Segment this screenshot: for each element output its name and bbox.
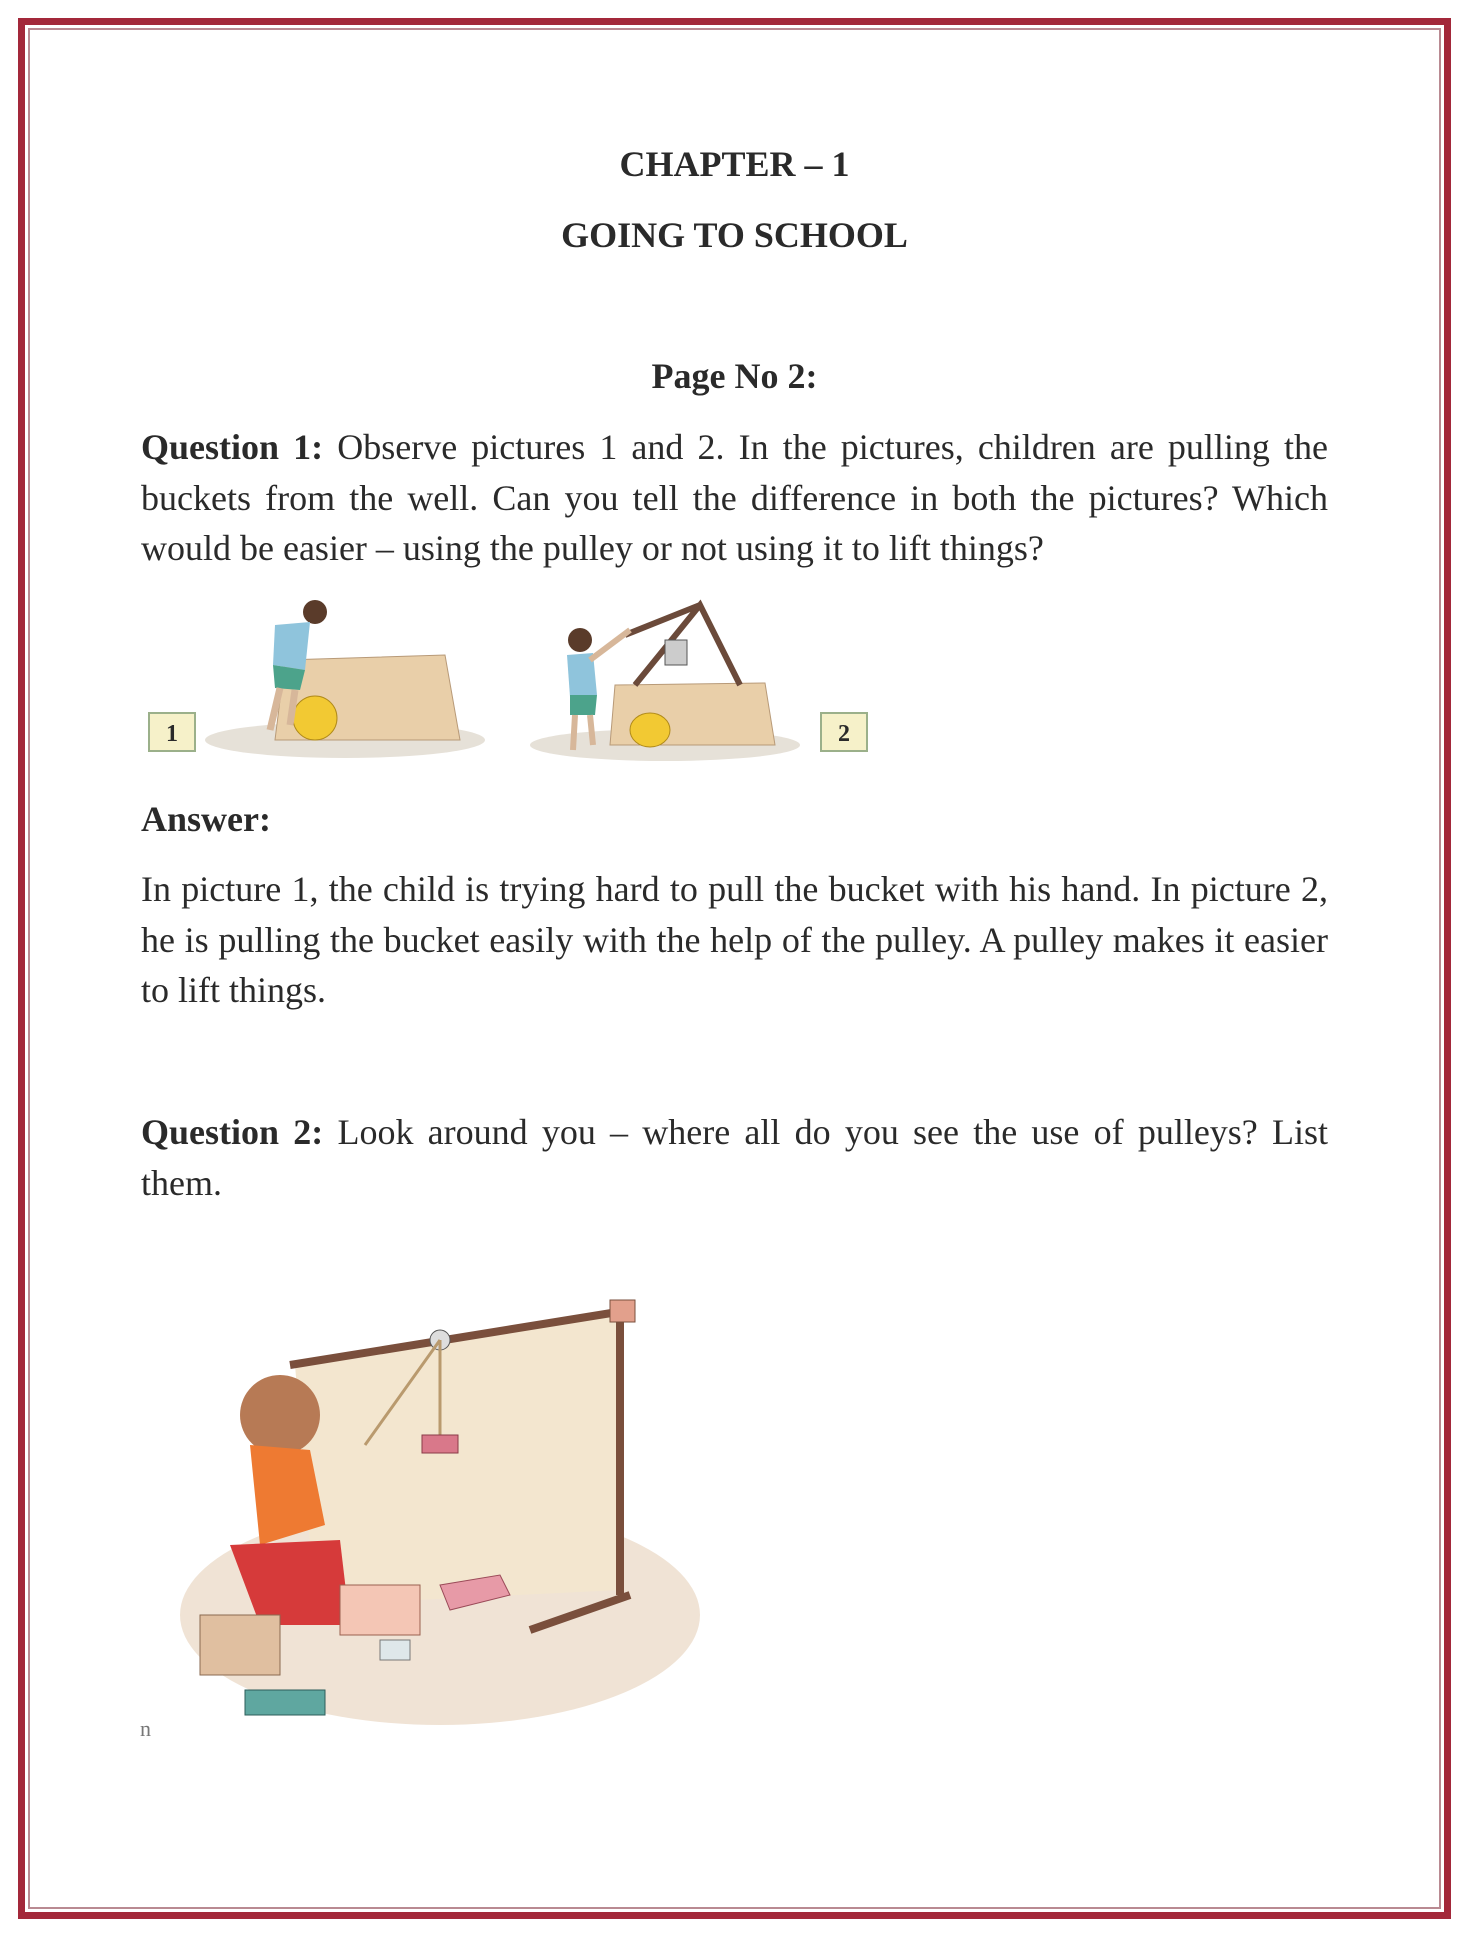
question-1 (141, 422, 1328, 574)
well-picture-2 (525, 595, 815, 770)
stray-mark: n (140, 1716, 151, 1741)
well-picture-1 (195, 600, 485, 770)
question-1-label: Question 1: (141, 427, 324, 467)
question-2-text: Look around you – where all do you see the use of pulleys? List them. (141, 1112, 1329, 1203)
question-2 (141, 1107, 1328, 1208)
pulley-illustration (170, 1295, 710, 1740)
answer-heading: Answer: (141, 799, 271, 839)
picture-2-label: 2 (820, 712, 868, 752)
chapter-number: CHAPTER – 1 (619, 144, 850, 184)
page-number-heading: Page No 2: (651, 356, 818, 396)
answer-text: In picture 1, the child is trying hard to pull the bucket with his hand. In picture 2, he is pulling the bucket easily with the help of the pulley. A pulley makes it easier to lift things. (141, 869, 1328, 1010)
chapter-title: GOING TO SCHOOL (561, 215, 908, 255)
question-2-label: Question 2: (141, 1112, 324, 1152)
question-1-text: Observe pictures 1 and 2. In the pictures, children are pulling the buckets from the well. Can you tell the difference in both the pictures? Which would be easier – using the pulley or not using it to lift things? (141, 427, 1329, 568)
picture-1-label: 1 (148, 712, 196, 752)
